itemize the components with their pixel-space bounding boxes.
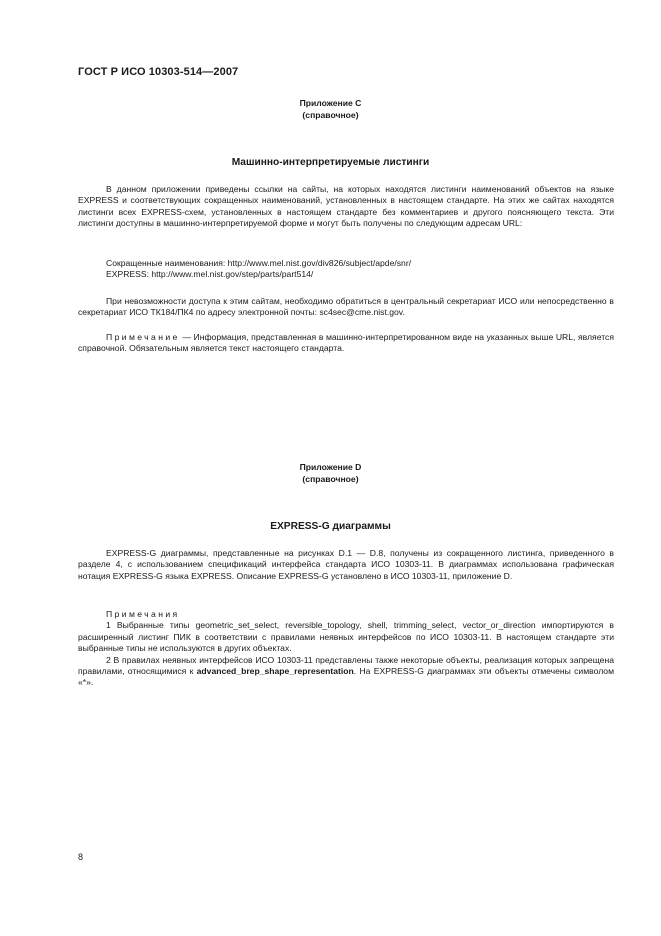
url-short-names: Сокращенные наименования: http://www.mel.nist.gov/div826/subject/apde/snr/ (106, 258, 412, 268)
annex-d-body (78, 548, 614, 582)
annex-c-note (78, 332, 614, 355)
annex-c-paragraph-2: При невозможности доступа к этим сайтам, необходимо обратиться в центральный секретариат ИСО или непосредственно в секретариат ИСО ТК184/ПК4 по адресу электронной почты: sc4sec@cme.nist.gov. (78, 296, 614, 318)
annex-d-heading: EXPRESS-G диаграммы (270, 521, 391, 532)
annex-c-body (78, 184, 614, 230)
note-text: — Информация, представленная в машинно-интерпретированном виде на указанных выше URL, является справочной. Обязательным является текст настоящего стандарта. (78, 332, 614, 354)
page-number: 8 (78, 852, 84, 862)
annex-d-paragraph-1: EXPRESS-G диаграммы, представленные на рисунках D.1 — D.8, получены из сокращенного листинга, приведенного в разделе 4, с использованием спецификаций интерфейса стандарта ИСО 10303-11. В диаграммах использована графическая нотация EXPRESS-G языка EXPRESS. Описание EXPRESS-G установлено в ИСО 10303-11, приложение D. (78, 548, 614, 581)
url-express: EXPRESS: http://www.mel.nist.gov/step/parts/part514/ (106, 269, 314, 280)
notes-label: Примечания (106, 609, 180, 619)
annex-c-subtitle: (справочное) (302, 110, 359, 120)
note-2-text-b: . На EXPRESS-G диаграммах эти объекты отмечены символом «*». (78, 666, 614, 688)
annex-c-paragraph-1: В данном приложении приведены ссылки на сайты, на которых находятся листинги наименований объектов на языке EXPRESS и соответствующих сокращенных наименований, установленных в настоящем стандарте. На этих же сайтах находятся листинги всех EXPRESS-схем, установленных в настоящем стандарте без комментариев и другого поясняющего текста. Эти листинги доступны в машинно-интерпретируемой форме и могут быть получены по следующим адресам URL: (78, 184, 614, 229)
annex-c-title: Приложение C (299, 98, 362, 108)
annex-d-note-1: 1 Выбранные типы geometric_set_select, reversible_topology, shell, trimming_select, vector_or_direction импортируются в расширенный листинг ПИК в соответствии с правилами неявных интерфейсов по ИСО 10303-11. В настоящем стандарте эти выбранные типы не используются в других объектах. (78, 620, 614, 654)
annex-d-title: Приложение D (299, 462, 362, 472)
entity-name-bold: advanced_brep_shape_representation (196, 666, 354, 677)
annex-c-urls (78, 258, 614, 281)
document-id-header: ГОСТ Р ИСО 10303-514—2007 (78, 66, 239, 78)
annex-c-paragraph-2-block (78, 296, 614, 319)
annex-d-notes (78, 609, 614, 689)
annex-d-note-2 (78, 655, 614, 689)
annex-d-subtitle: (справочное) (302, 474, 359, 484)
annex-c-heading: Машинно-интерпретируемые листинги (231, 157, 430, 168)
note-2-text-a: 2 В правилах неявных интерфейсов ИСО 10303-11 представлены также некоторые объекты, реализация которых запрещена правилами, относящимися к (78, 654, 614, 677)
note-label: Примечание (106, 332, 180, 342)
